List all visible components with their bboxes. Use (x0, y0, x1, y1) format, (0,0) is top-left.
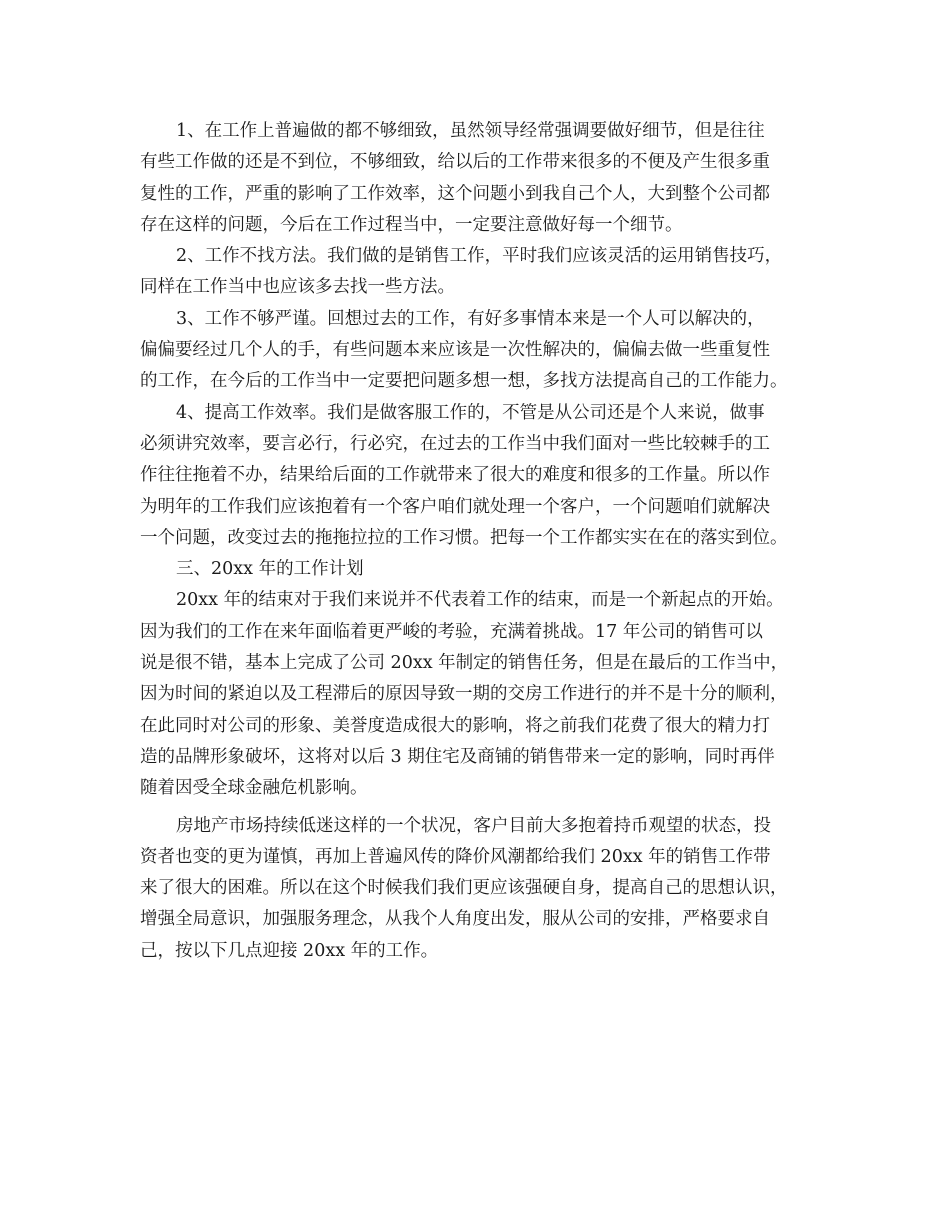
paragraph-1-line-2: 有些工作做的还是不到位，不够细致，给以后的工作带来很多的不便及产生很多重 (140, 152, 770, 173)
paragraph-5-line-2: 因为我们的工作在来年面临着更严峻的考验，充满着挑战。17 年公司的销售可以 (140, 621, 763, 642)
paragraph-5-line-3: 说是很不错，基本上完成了公司 20xx 年制定的销售任务，但是在最后的工作当中， (140, 653, 789, 674)
paragraph-5-line-7: 随着因受全球金融危机影响。 (140, 778, 368, 799)
section-heading: 三、20xx 年的工作计划 (176, 559, 364, 580)
paragraph-4-line-2: 必须讲究效率，要言必行，行必究，在过去的工作当中我们面对一些比较棘手的工 (140, 433, 770, 454)
paragraph-6-line-3: 来了很大的困难。所以在这个时候我们我们更应该强硬自身，提高自己的思想认识， (140, 878, 788, 899)
paragraph-6-line-5: 己，按以下几点迎接 20xx 年的工作。 (140, 940, 439, 961)
paragraph-5-line-6: 造的品牌形象破坏，这将对以后 3 期住宅及商铺的销售带来一定的影响，同时再伴 (140, 746, 775, 767)
paragraph-2-line-1: 2、工作不找方法。我们做的是销售工作，平时我们应该灵活的运用销售技巧， (176, 246, 783, 267)
paragraph-1-line-3: 复性的工作，严重的影响了工作效率，这个问题小到我自己个人，大到整个公司都 (140, 183, 770, 204)
document-body (140, 116, 820, 967)
paragraph-5-line-4: 因为时间的紧迫以及工程滞后的原因导致一期的交房工作进行的并不是十分的顺利， (140, 684, 788, 705)
paragraph-2-line-2: 同样在工作当中也应该多去找一些方法。 (140, 277, 455, 298)
paragraph-6-line-2: 资者也变的更为谨慎，再加上普遍风传的降价风潮都给我们 20xx 年的销售工作带 (140, 846, 771, 867)
paragraph-4-line-1: 4、提高工作效率。我们是做客服工作的，不管是从公司还是个人来说，做事 (176, 402, 765, 423)
paragraph-5-line-5: 在此同时对公司的形象、美誉度造成很大的影响，将之前我们花费了很大的精力打 (140, 715, 770, 736)
paragraph-4-line-3: 作往往拖着不办，结果给后面的工作就带来了很大的难度和很多的工作量。所以作 (140, 465, 770, 486)
paragraph-3-line-2: 偏偏要经过几个人的手，有些问题本来应该是一次性解决的，偏偏去做一些重复性 (140, 340, 770, 361)
paragraph-1-line-1: 1、在工作上普遍做的都不够细致，虽然领导经常强调要做好细节，但是往往 (176, 121, 765, 141)
paragraph-5-line-1: 20xx 年的结束对于我们来说并不代表着工作的结束，而是一个新起点的开始。 (176, 590, 784, 611)
paragraph-6-line-1: 房地产市场持续低迷这样的一个状况，客户目前大多抱着持币观望的状态，投 (176, 815, 771, 836)
paragraph-3-line-1: 3、工作不够严谨。回想过去的工作，有好多事情本来是一个人可以解决的， (176, 308, 765, 329)
paragraph-4-line-4: 为明年的工作我们应该抱着有一个客户咱们就处理一个客户，一个问题咱们就解决 (140, 496, 770, 517)
paragraph-6-line-4: 增强全局意识，加强服务理念，从我个人角度出发，服从公司的安排，严格要求自 (140, 909, 770, 930)
paragraph-1-line-4: 存在这样的问题，今后在工作过程当中，一定要注意做好每一个细节。 (140, 214, 683, 235)
paragraph-4-line-5: 一个问题，改变过去的拖拖拉拉的工作习惯。把每一个工作都实实在在的落实到位。 (140, 527, 788, 548)
paragraph-3-line-3: 的工作，在今后的工作当中一定要把问题多想一想，多找方法提高自己的工作能力。 (140, 371, 788, 392)
